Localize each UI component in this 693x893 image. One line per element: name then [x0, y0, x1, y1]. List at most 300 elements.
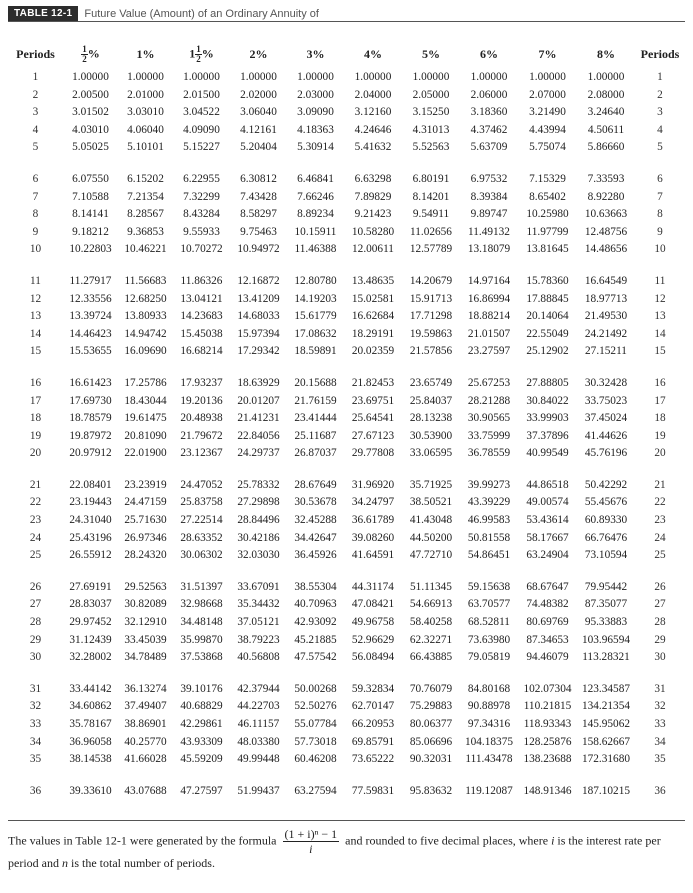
value-cell: 51.99437 [237, 784, 280, 797]
value-cell: 87.34653 [526, 633, 569, 646]
value-cell: 5.52563 [412, 141, 450, 154]
value-cell: 28.21288 [467, 394, 511, 407]
value-cell: 28.83037 [69, 598, 112, 611]
value-cell: 3.03010 [127, 106, 164, 119]
table-row [8, 494, 685, 512]
value-cell: 69.85791 [351, 735, 395, 748]
period-cell: 15 [29, 345, 42, 358]
footnote-text-2: and rounded to five decimal places, where [345, 833, 549, 848]
value-cell: 57.73018 [294, 735, 337, 748]
value-cell: 26.55912 [69, 549, 112, 562]
value-cell: 9.54911 [412, 208, 450, 221]
value-cell: 55.07784 [294, 718, 337, 730]
period-cell: 16 [29, 376, 42, 389]
value-cell: 14.46423 [69, 327, 112, 340]
period-cell: 15 [654, 345, 666, 358]
value-cell: 25.71630 [124, 514, 167, 527]
value-cell: 37.05121 [237, 616, 280, 629]
value-cell: 27.67123 [351, 429, 395, 442]
value-cell: 20.01207 [237, 394, 280, 407]
formula-denominator: i [309, 842, 313, 856]
value-cell: 4.06040 [127, 123, 164, 136]
value-cell: 9.75463 [240, 225, 277, 238]
value-cell: 25.64541 [351, 412, 395, 425]
value-cell: 15.02581 [351, 292, 395, 305]
value-cell: 21.76159 [294, 394, 337, 407]
value-cell: 38.14538 [69, 753, 112, 766]
table-row [8, 171, 685, 189]
period-cell: 18 [654, 412, 666, 425]
value-cell: 27.69191 [69, 580, 112, 593]
value-cell: 59.15638 [467, 580, 511, 593]
value-cell: 39.99273 [467, 478, 511, 491]
value-cell: 18.63929 [237, 376, 280, 389]
value-cell: 43.07688 [124, 784, 167, 797]
value-cell: 22.84056 [237, 429, 280, 442]
value-cell: 6.15202 [127, 172, 164, 185]
value-cell: 48.03380 [237, 735, 280, 748]
value-cell: 16.09690 [124, 345, 167, 358]
column-header-row [8, 39, 685, 69]
formula [283, 827, 340, 856]
value-cell: 118.93343 [523, 718, 572, 730]
row-group-gap [8, 463, 685, 477]
value-cell: 7.43428 [240, 190, 277, 203]
value-cell: 11.02656 [410, 225, 452, 238]
value-cell: 11.27917 [69, 274, 112, 287]
value-cell: 33.99903 [526, 412, 569, 425]
period-cell: 21 [29, 478, 42, 491]
value-cell: 9.21423 [354, 208, 392, 221]
period-cell: 9 [657, 225, 663, 238]
value-cell: 3.04522 [183, 106, 220, 119]
value-cell: 27.15211 [585, 345, 627, 358]
value-cell: 17.71298 [409, 310, 453, 323]
value-cell: 42.37944 [237, 682, 280, 695]
value-cell: 18.78579 [69, 412, 112, 425]
value-cell: 18.29191 [351, 327, 395, 340]
value-cell: 12.57789 [409, 243, 453, 256]
value-cell: 6.30812 [240, 172, 277, 185]
table-row [8, 104, 685, 122]
value-cell: 14.68033 [237, 310, 280, 323]
value-cell: 1.00000 [183, 71, 220, 83]
value-cell: 7.89829 [354, 190, 392, 203]
value-cell: 27.22514 [180, 514, 223, 527]
value-cell: 37.37896 [526, 429, 569, 442]
value-cell: 29.77808 [351, 447, 395, 460]
value-cell: 75.29883 [409, 700, 453, 713]
period-cell: 3 [657, 106, 663, 119]
value-cell: 17.93237 [180, 376, 223, 389]
gap-cell [8, 667, 685, 681]
rate-whole: 4 [364, 46, 370, 61]
value-cell: 52.50276 [294, 700, 337, 713]
value-cell: 5.20404 [240, 141, 277, 154]
table-row [8, 632, 685, 650]
value-cell: 54.86451 [467, 549, 511, 562]
value-cell: 25.78332 [237, 478, 280, 491]
value-cell: 128.25876 [523, 735, 572, 748]
table-row [8, 698, 685, 716]
period-cell: 8 [32, 208, 39, 221]
value-cell: 27.29898 [237, 496, 280, 509]
value-cell: 23.19443 [69, 496, 112, 509]
value-cell: 66.76476 [584, 531, 628, 544]
period-cell: 5 [657, 141, 663, 154]
period-cell: 12 [29, 292, 42, 305]
value-cell: 15.45038 [180, 327, 223, 340]
table-row [8, 393, 685, 411]
value-cell: 36.61789 [351, 514, 395, 527]
period-cell: 12 [654, 292, 666, 305]
value-cell: 11.49132 [468, 225, 510, 238]
value-cell: 17.69730 [69, 394, 112, 407]
value-cell: 8.14141 [72, 208, 109, 221]
value-cell: 33.75023 [584, 394, 628, 407]
period-cell: 29 [29, 633, 42, 646]
table-body [8, 69, 685, 800]
period-cell: 36 [29, 784, 42, 797]
value-cell: 87.35077 [584, 598, 628, 611]
value-cell: 23.69751 [351, 394, 395, 407]
value-cell: 11.97799 [526, 225, 569, 238]
value-cell: 28.24320 [124, 549, 167, 562]
value-cell: 13.80933 [124, 310, 167, 323]
table-row [8, 206, 685, 224]
rate-percent: % [486, 46, 498, 61]
table-row [8, 224, 685, 242]
value-cell: 33.44142 [69, 682, 112, 695]
period-cell: 3 [32, 106, 39, 119]
rate-header [344, 39, 402, 69]
table-row [8, 87, 685, 105]
value-cell: 15.91713 [409, 292, 453, 305]
value-cell: 46.99583 [467, 514, 511, 527]
value-cell: 5.75074 [529, 141, 566, 154]
value-cell: 14.94742 [124, 327, 167, 340]
rate-header [287, 39, 344, 69]
value-cell: 18.88214 [467, 310, 511, 323]
value-cell: 5.30914 [297, 141, 334, 154]
rate-percent: % [312, 46, 325, 61]
period-cell: 30 [29, 651, 42, 664]
value-cell: 28.67649 [294, 478, 337, 491]
row-group-gap [8, 157, 685, 171]
value-cell: 16.86994 [467, 292, 511, 305]
value-cell: 95.83632 [409, 784, 453, 797]
value-cell: 33.06595 [409, 447, 453, 460]
table-row [8, 716, 685, 734]
value-cell: 20.97912 [69, 447, 112, 460]
value-cell: 30.53678 [294, 496, 337, 509]
value-cell: 39.10176 [180, 682, 223, 695]
value-cell: 12.68250 [124, 292, 167, 305]
value-cell: 3.24640 [587, 106, 625, 119]
period-cell: 20 [29, 447, 42, 460]
value-cell: 68.67647 [526, 580, 569, 593]
value-cell: 16.62684 [351, 310, 395, 323]
table-row [8, 547, 685, 565]
value-cell: 63.27594 [294, 784, 337, 797]
value-cell: 4.24646 [354, 123, 392, 136]
period-cell: 10 [29, 243, 42, 256]
value-cell: 10.15911 [294, 225, 337, 238]
footnote-var-n: n [61, 856, 68, 870]
value-cell: 31.51397 [180, 580, 223, 593]
value-cell: 32.98668 [180, 598, 223, 611]
value-cell: 45.76196 [584, 447, 628, 460]
rate-percent: % [255, 46, 268, 61]
value-cell: 25.83758 [180, 496, 223, 509]
rate-percent: % [428, 46, 440, 61]
value-cell: 16.64549 [584, 274, 628, 287]
gap-cell [8, 769, 685, 783]
value-cell: 1.00000 [587, 71, 625, 83]
rate-whole: 8 [597, 46, 603, 61]
value-cell: 80.06377 [409, 718, 453, 730]
period-cell: 31 [29, 682, 42, 695]
value-cell: 4.18363 [297, 123, 334, 136]
value-cell: 20.48938 [180, 412, 223, 425]
value-cell: 17.08632 [294, 327, 337, 340]
value-cell: 51.11345 [410, 580, 452, 593]
value-cell: 8.58297 [240, 208, 277, 221]
value-cell: 13.48635 [351, 274, 395, 287]
value-cell: 21.82453 [351, 376, 395, 389]
value-cell: 31.12439 [69, 633, 112, 646]
value-cell: 119.12087 [465, 784, 513, 797]
value-cell: 13.18079 [467, 243, 511, 256]
rate-header [173, 39, 230, 69]
value-cell: 40.25770 [124, 735, 167, 748]
value-cell: 37.49407 [124, 700, 167, 713]
value-cell: 62.32271 [409, 633, 453, 646]
period-cell: 22 [29, 496, 42, 509]
period-cell: 35 [29, 753, 42, 766]
value-cell: 30.90565 [467, 412, 511, 425]
gap-cell [8, 259, 685, 273]
value-cell: 21.01507 [467, 327, 511, 340]
period-cell: 27 [654, 598, 666, 611]
value-cell: 13.41209 [237, 292, 280, 305]
value-cell: 30.06302 [180, 549, 223, 562]
period-cell: 7 [32, 190, 39, 203]
period-cell: 14 [29, 327, 42, 340]
value-cell: 4.37462 [470, 123, 508, 136]
period-cell: 17 [654, 394, 666, 407]
period-cell: 34 [654, 735, 666, 748]
value-cell: 20.14064 [526, 310, 569, 323]
value-cell: 33.75999 [467, 429, 511, 442]
footnote-text-1: The values in Table 12-1 were generated by the formula [8, 833, 277, 848]
rate-header [460, 39, 518, 69]
value-cell: 35.71925 [409, 478, 453, 491]
value-cell: 1.00000 [529, 71, 566, 83]
value-cell: 3.18360 [470, 106, 508, 119]
table-row [8, 273, 685, 291]
rate-percent: % [544, 46, 557, 61]
rate-header [577, 39, 635, 69]
value-cell: 34.78489 [124, 651, 167, 664]
value-cell: 66.43885 [409, 651, 453, 664]
footnote-text-3: is the interest rate per period and [8, 833, 661, 870]
value-cell: 79.05819 [467, 651, 511, 664]
value-cell: 50.81558 [467, 531, 511, 544]
period-cell: 13 [29, 310, 42, 323]
value-cell: 28.13238 [409, 412, 453, 425]
period-cell: 36 [654, 784, 666, 797]
value-cell: 1.00000 [127, 71, 164, 83]
value-cell: 58.40258 [409, 616, 453, 629]
value-cell: 7.21354 [127, 190, 164, 203]
value-cell: 113.28321 [582, 651, 630, 664]
value-cell: 42.93092 [294, 616, 337, 629]
rate-whole: 1 [136, 46, 143, 61]
value-cell: 34.60862 [69, 700, 112, 713]
value-cell: 26.87037 [294, 447, 337, 460]
value-cell: 40.68829 [180, 700, 223, 713]
value-cell: 4.31013 [412, 123, 450, 136]
value-cell: 21.49530 [584, 310, 628, 323]
value-cell: 8.14201 [412, 190, 450, 203]
table-row [8, 375, 685, 393]
table-row [8, 326, 685, 344]
value-cell: 6.07550 [72, 172, 109, 185]
period-cell: 28 [29, 616, 42, 629]
value-cell: 6.80191 [412, 172, 450, 185]
value-cell: 38.79223 [237, 633, 280, 646]
value-cell: 53.43614 [526, 514, 569, 527]
periods-header: Periods [640, 46, 680, 61]
value-cell: 32.45288 [294, 514, 337, 527]
value-cell: 103.96594 [581, 633, 630, 646]
table-row [8, 596, 685, 614]
rate-header [63, 39, 118, 69]
row-group-gap [8, 259, 685, 273]
value-cell: 34.24797 [351, 496, 395, 509]
period-cell: 24 [29, 531, 42, 544]
value-cell: 15.53655 [69, 345, 112, 358]
value-cell: 58.17667 [526, 531, 569, 544]
value-cell: 25.12902 [526, 345, 569, 358]
value-cell: 23.41444 [294, 412, 337, 425]
value-cell: 38.86901 [124, 718, 167, 730]
row-group-gap [8, 667, 685, 681]
value-cell: 18.43044 [124, 394, 167, 407]
value-cell: 10.46221 [124, 243, 167, 256]
value-cell: 77.59831 [351, 784, 395, 797]
value-cell: 17.29342 [237, 345, 280, 358]
rate-whole: 1 [189, 45, 196, 60]
value-cell: 41.43048 [409, 514, 453, 527]
value-cell: 60.46208 [294, 753, 337, 766]
period-cell: 5 [32, 141, 39, 154]
rate-percent: % [370, 46, 382, 61]
value-cell: 2.01500 [183, 88, 220, 101]
value-cell: 187.10215 [581, 784, 630, 797]
value-cell: 14.20679 [409, 274, 453, 287]
value-cell: 45.21885 [294, 633, 337, 646]
row-group-gap [8, 565, 685, 579]
value-cell: 9.18212 [72, 225, 109, 238]
rate-whole: 3 [306, 46, 313, 61]
value-cell: 22.01900 [124, 447, 167, 460]
period-cell: 6 [32, 172, 39, 185]
value-cell: 52.96629 [351, 633, 395, 646]
table-row [8, 734, 685, 752]
table-row [8, 410, 685, 428]
value-cell: 23.23919 [124, 478, 167, 491]
value-cell: 12.48756 [584, 225, 628, 238]
value-cell: 35.99870 [180, 633, 223, 646]
value-cell: 8.43284 [183, 208, 220, 221]
value-cell: 36.96058 [69, 735, 112, 748]
value-cell: 172.31680 [581, 753, 630, 766]
value-cell: 50.00268 [294, 682, 337, 695]
value-cell: 39.08260 [351, 531, 395, 544]
value-cell: 32.03030 [237, 549, 280, 562]
footnote-rule [8, 820, 685, 821]
value-cell: 38.55304 [294, 580, 337, 593]
period-cell: 19 [654, 429, 666, 442]
value-cell: 13.04121 [180, 292, 223, 305]
value-cell: 49.96758 [351, 616, 395, 629]
value-cell: 40.99549 [526, 447, 569, 460]
table-row [8, 681, 685, 699]
value-cell: 6.46841 [297, 172, 334, 185]
rate-whole: 2 [249, 46, 256, 61]
value-cell: 54.66913 [409, 598, 453, 611]
value-cell: 17.25786 [124, 376, 167, 389]
value-cell: 10.58280 [351, 225, 395, 238]
value-cell: 15.97394 [237, 327, 280, 340]
value-cell: 6.22955 [183, 172, 220, 185]
rate-fraction-num: 1 [196, 43, 201, 54]
value-cell: 2.08000 [587, 88, 625, 101]
period-cell: 32 [654, 700, 666, 713]
formula-numerator: (1 + i)ⁿ − 1 [284, 827, 338, 841]
value-cell: 74.48382 [526, 598, 569, 611]
table-row [8, 783, 685, 801]
value-cell: 55.45676 [584, 496, 628, 509]
table-row [8, 189, 685, 207]
value-cell: 47.08421 [351, 598, 395, 611]
value-cell: 24.21492 [584, 327, 628, 340]
value-cell: 4.50611 [587, 123, 625, 136]
value-cell: 41.64591 [351, 549, 395, 562]
value-cell: 47.57542 [294, 651, 337, 664]
value-cell: 25.84037 [409, 394, 453, 407]
value-cell: 63.70577 [467, 598, 511, 611]
value-cell: 4.12161 [240, 123, 277, 136]
rate-percent: % [142, 46, 155, 61]
value-cell: 1.00000 [470, 71, 508, 83]
period-cell: 8 [657, 208, 663, 221]
table-row [8, 139, 685, 157]
value-cell: 49.00574 [526, 496, 569, 509]
periods-header: Periods [16, 46, 55, 61]
value-cell: 11.46388 [294, 243, 337, 256]
table-row [8, 69, 685, 87]
period-cell: 13 [654, 310, 666, 323]
period-cell: 33 [654, 718, 666, 730]
value-cell: 5.15227 [183, 141, 220, 154]
value-cell: 80.69769 [526, 616, 569, 629]
value-cell: 22.08401 [69, 478, 112, 491]
value-cell: 15.61779 [294, 310, 337, 323]
value-cell: 90.32031 [409, 753, 453, 766]
